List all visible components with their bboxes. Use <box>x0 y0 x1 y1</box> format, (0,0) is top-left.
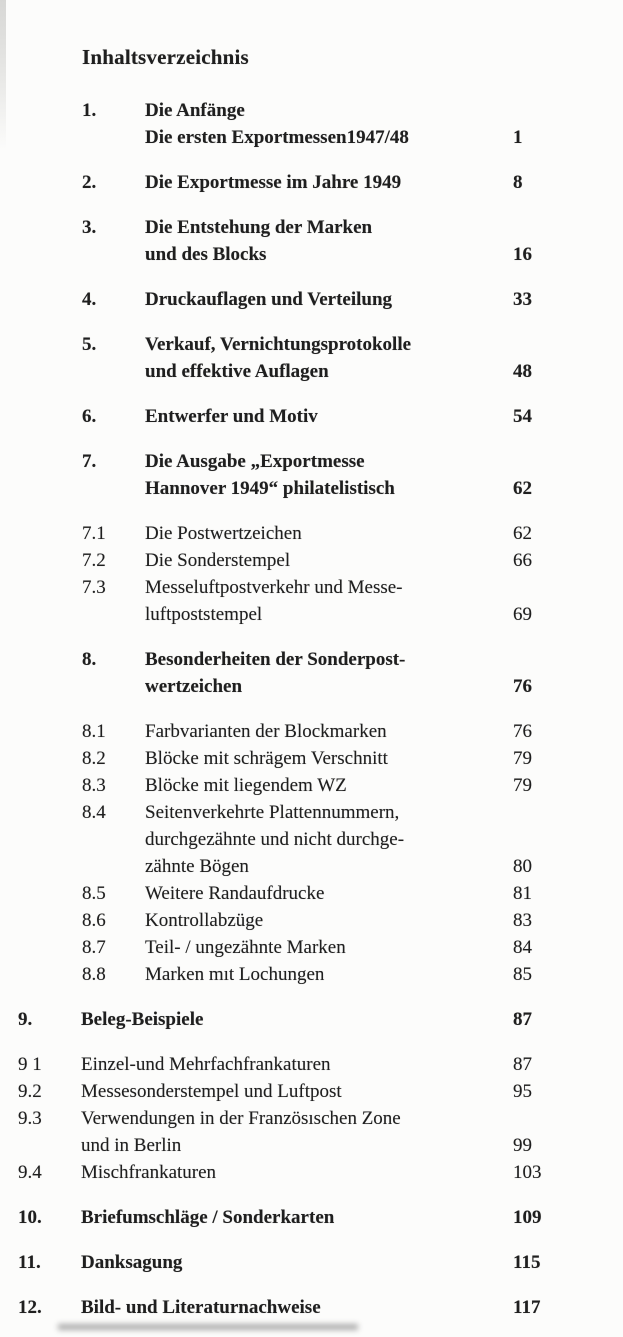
toc-entry-number: 11. <box>18 1252 41 1273</box>
toc-entry-title <box>145 718 513 745</box>
toc-entry <box>18 1204 565 1231</box>
toc-title-line: Danksagung <box>81 1252 183 1273</box>
toc-entry <box>82 214 565 268</box>
toc-title-line: und in Berlin <box>81 1135 182 1156</box>
toc-title-line: und effektive Auflagen <box>145 361 329 382</box>
toc-entry <box>82 286 565 313</box>
toc-entry <box>82 403 565 430</box>
toc-entry-title <box>81 1159 513 1186</box>
toc-title-line: Weitere Randaufdrucke <box>145 883 325 904</box>
toc-title-line: Besonderheiten der Sonderpost- <box>145 649 406 670</box>
toc-entry-page: 87 <box>513 1054 532 1075</box>
toc-entry-page: 8 <box>513 172 523 193</box>
toc-entry-page: 79 <box>513 775 532 796</box>
toc-title-line: wertzeichen <box>145 676 243 697</box>
toc-entry-page: 62 <box>513 478 532 499</box>
toc-entry-number: 8.8 <box>82 964 106 985</box>
toc-entry <box>18 1294 565 1321</box>
toc-entry-page: 79 <box>513 748 532 769</box>
scan-smear-artifact <box>58 1324 358 1330</box>
toc-entry <box>82 907 565 934</box>
table-of-contents <box>0 97 623 1321</box>
toc-entry <box>82 520 565 547</box>
toc-title-line: Verwendungen in der Französıschen Zone <box>81 1108 401 1129</box>
toc-entry-number: 12. <box>18 1297 42 1318</box>
toc-entry <box>18 1051 565 1078</box>
toc-entry-title <box>145 448 513 502</box>
toc-entry-title <box>145 799 513 880</box>
toc-title-line: Verkauf, Vernichtungsprotokolle <box>145 334 412 355</box>
toc-entry-number: 10. <box>18 1207 42 1228</box>
toc-entry-page: 109 <box>513 1207 542 1228</box>
toc-entry-page: 103 <box>513 1162 542 1183</box>
toc-title-line: Teil- / ungezähnte Marken <box>145 937 346 958</box>
toc-entry-number: 8.4 <box>82 802 106 823</box>
toc-title-line: Kontrollabzüge <box>145 910 264 931</box>
toc-entry-number: 8.2 <box>82 748 106 769</box>
toc-entry-number: 8.3 <box>82 775 106 796</box>
toc-title-line: Briefumschläge / Sonderkarten <box>81 1207 335 1228</box>
toc-title-line: Die ersten Exportmessen1947/48 <box>145 127 409 148</box>
toc-entry-number: 3. <box>82 217 97 238</box>
toc-entry-number: 8.1 <box>82 721 106 742</box>
toc-entry-page: 85 <box>513 964 532 985</box>
toc-entry-number: 6. <box>82 406 97 427</box>
toc-title-line: Die Sonderstempel <box>145 550 291 571</box>
toc-entry-page: 80 <box>513 856 532 877</box>
toc-entry-number: 8.7 <box>82 937 106 958</box>
toc-entry-title <box>145 745 513 772</box>
toc-entry <box>82 547 565 574</box>
toc-entry-page: 69 <box>513 604 532 625</box>
toc-title-line: Die Postwertzeichen <box>145 523 302 544</box>
toc-title-line: Blöcke mit schrägem Verschnitt <box>145 748 388 769</box>
toc-title-line: Farbvarianten der Blockmarken <box>145 721 387 742</box>
toc-title-line: Messeluftpostverkehr und Messe- <box>145 577 403 598</box>
toc-title-line: zähnte Bögen <box>145 856 249 877</box>
toc-entry-number: 8.5 <box>82 883 106 904</box>
page-title: Inhaltsverzeichnis <box>82 45 249 69</box>
toc-entry-page: 33 <box>513 289 532 310</box>
toc-entry-number: 7.1 <box>82 523 106 544</box>
toc-entry-number: 8.6 <box>82 910 106 931</box>
toc-entry-title <box>145 286 513 313</box>
toc-title-line: Die Anfänge <box>145 100 245 121</box>
toc-entry <box>82 574 565 628</box>
toc-title-line: Die Entstehung der Marken <box>145 217 373 238</box>
toc-entry-title <box>81 1105 513 1159</box>
toc-entry <box>82 961 565 988</box>
toc-entry-title <box>145 403 513 430</box>
toc-entry-title <box>145 169 513 196</box>
toc-title-line: durchgezähnte und nicht durchge- <box>145 829 405 850</box>
toc-entry-title <box>81 1051 513 1078</box>
toc-entry-page: 99 <box>513 1135 532 1156</box>
toc-entry-page: 76 <box>513 721 532 742</box>
toc-entry-title <box>145 214 513 268</box>
toc-entry-title <box>145 97 513 151</box>
toc-title-line: Messesonderstempel und Luftpost <box>81 1081 342 1102</box>
toc-entry-page: 62 <box>513 523 532 544</box>
toc-entry-title <box>145 772 513 799</box>
toc-entry-page: 48 <box>513 361 532 382</box>
toc-entry-number: 7. <box>82 451 97 472</box>
toc-entry-page: 95 <box>513 1081 532 1102</box>
toc-entry-title <box>145 331 513 385</box>
toc-entry-number: 9.4 <box>18 1162 42 1183</box>
toc-entry-number: 9.3 <box>18 1108 42 1129</box>
toc-entry-page: 87 <box>513 1009 532 1030</box>
toc-entry <box>18 1249 565 1276</box>
toc-entry-number: 9.2 <box>18 1081 42 1102</box>
toc-entry-title <box>145 547 513 574</box>
toc-entry-page: 76 <box>513 676 532 697</box>
toc-entry-title <box>81 1294 513 1321</box>
toc-entry-title <box>81 1006 513 1033</box>
toc-entry-title <box>145 520 513 547</box>
toc-title-line: Entwerfer und Motiv <box>145 406 318 427</box>
toc-title-line: Druckauflagen und Verteilung <box>145 289 393 310</box>
toc-title-line: Hannover 1949“ philatelistisch <box>145 478 395 499</box>
toc-entry-title <box>145 646 513 700</box>
toc-entry-page: 81 <box>513 883 532 904</box>
toc-entry <box>18 1006 565 1033</box>
toc-entry-number: 5. <box>82 334 97 355</box>
toc-entry <box>82 448 565 502</box>
toc-entry <box>82 331 565 385</box>
toc-entry-title <box>145 961 513 988</box>
toc-entry <box>18 1105 565 1159</box>
toc-entry-page: 115 <box>513 1252 541 1273</box>
toc-entry-page: 66 <box>513 550 532 571</box>
toc-entry-number: 4. <box>82 289 97 310</box>
toc-entry <box>82 97 565 151</box>
toc-entry <box>82 718 565 745</box>
toc-title-line: Blöcke mit liegendem WZ <box>145 775 347 796</box>
toc-entry-title <box>145 907 513 934</box>
toc-entry <box>82 646 565 700</box>
toc-title-line: Seitenverkehrte Plattennummern, <box>145 802 400 823</box>
toc-entry <box>18 1078 565 1105</box>
toc-title-line: Die Ausgabe „Exportmesse <box>145 451 365 472</box>
toc-entry-page: 117 <box>513 1297 541 1318</box>
toc-entry-page: 54 <box>513 406 532 427</box>
toc-entry-title <box>81 1204 513 1231</box>
toc-entry <box>82 799 565 880</box>
toc-entry-number: 9. <box>18 1009 33 1030</box>
toc-entry-page: 84 <box>513 937 532 958</box>
toc-entry-number: 7.2 <box>82 550 106 571</box>
toc-entry <box>82 772 565 799</box>
toc-entry <box>82 745 565 772</box>
toc-entry-title <box>145 574 513 628</box>
toc-entry-page: 83 <box>513 910 532 931</box>
toc-entry <box>18 1159 565 1186</box>
toc-entry-page: 1 <box>513 127 523 148</box>
toc-title-line: Einzel-und Mehrfachfrankaturen <box>81 1054 331 1075</box>
toc-entry-page: 16 <box>513 244 532 265</box>
toc-entry-title <box>81 1078 513 1105</box>
toc-entry <box>82 880 565 907</box>
toc-entry-title <box>81 1249 513 1276</box>
toc-entry-number: 9 1 <box>18 1054 42 1075</box>
toc-title-line: Mischfrankaturen <box>81 1162 217 1183</box>
toc-entry-title <box>145 934 513 961</box>
toc-entry-title <box>145 880 513 907</box>
toc-title-line: luftpoststempel <box>145 604 263 625</box>
toc-entry-number: 2. <box>82 172 97 193</box>
toc-title-line: Bild- und Literaturnachweise <box>81 1297 321 1318</box>
toc-title-line: Beleg-Beispiele <box>81 1009 204 1030</box>
toc-title-line: Marken mıt Lochungen <box>145 964 325 985</box>
toc-entry-number: 1. <box>82 100 97 121</box>
toc-entry-number: 8. <box>82 649 97 670</box>
toc-title-line: Die Exportmesse im Jahre 1949 <box>145 172 402 193</box>
toc-entry-number: 7.3 <box>82 577 106 598</box>
toc-entry <box>82 934 565 961</box>
toc-entry <box>82 169 565 196</box>
toc-title-line: und des Blocks <box>145 244 267 265</box>
